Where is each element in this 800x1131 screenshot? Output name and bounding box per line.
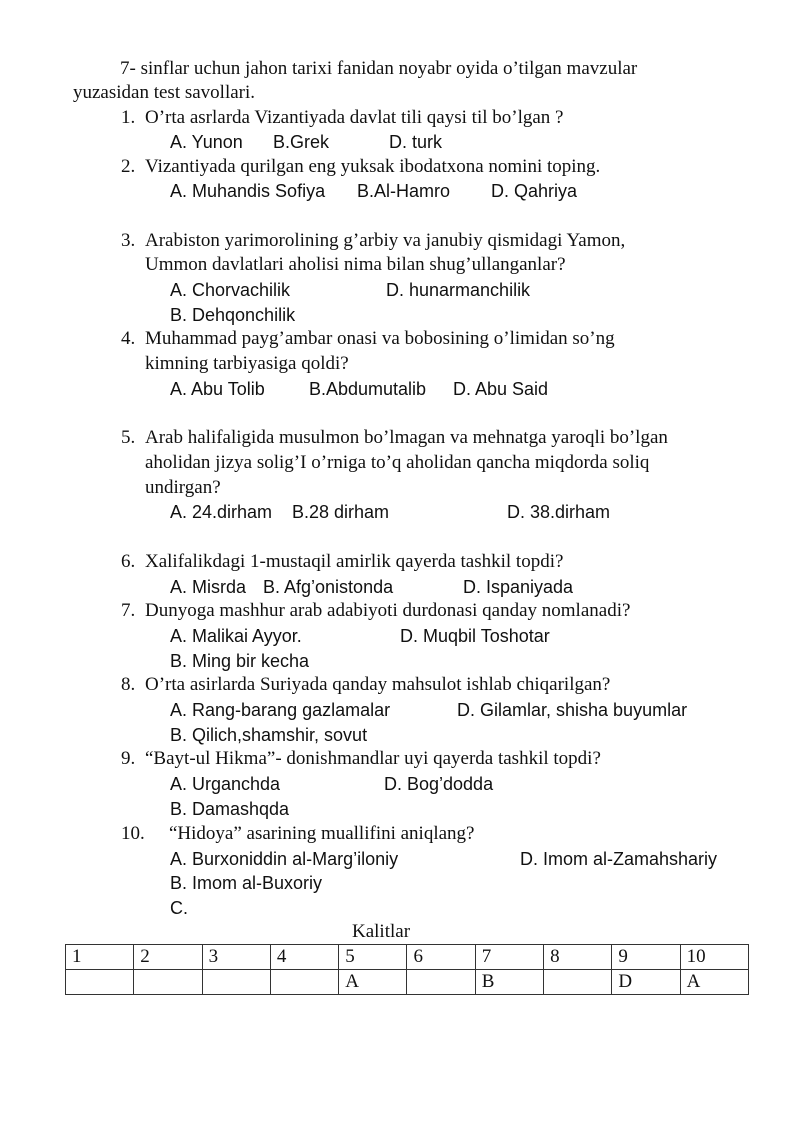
question-8-number: 8. <box>121 674 136 695</box>
question-5-text-line1: Arab halifaligida musulmon bo’lmagan va mehnatga yaroqli bo’lgan <box>145 427 668 448</box>
question-9-option-a: A. Urganchda <box>170 774 281 794</box>
question-1-number: 1. <box>121 107 136 128</box>
question-9-number: 9. <box>121 748 136 769</box>
key-answer-cell: A <box>339 970 407 995</box>
answer-key-table <box>65 944 749 995</box>
question-5-number: 5. <box>121 427 136 448</box>
key-answer-cell: A <box>680 970 748 995</box>
question-1-option-d: D. turk <box>389 132 443 152</box>
question-1-text: O’rta asrlarda Vizantiyada davlat tili qaysi til bo’lgan ? <box>145 107 564 128</box>
question-2-option-a: A. Muhandis Sofiya <box>170 181 326 201</box>
key-answer-cell <box>407 970 475 995</box>
question-3-option-b: B. Dehqonchilik <box>170 305 296 325</box>
key-number-cell: 6 <box>407 945 475 970</box>
question-10-option-a: A. Burxoniddin al-Marg’iloniy <box>170 849 399 869</box>
key-number-cell: 4 <box>270 945 338 970</box>
test-title-line2: yuzasidan test savollari. <box>73 82 256 103</box>
question-3-text-line1: Arabiston yarimorolining g’arbiy va janubiy qismidagi Yamon, <box>145 230 626 251</box>
question-6-option-d: D. Ispaniyada <box>463 577 574 597</box>
question-7-text: Dunyoga mashhur arab adabiyoti durdonasi qanday nomlanadi? <box>145 600 631 621</box>
key-answer-cell <box>544 970 612 995</box>
key-number-cell: 10 <box>680 945 748 970</box>
question-4-option-a: A. Abu Tolib <box>170 379 265 399</box>
question-2-number: 2. <box>121 156 136 177</box>
question-2-option-d: D. Qahriya <box>491 181 578 201</box>
key-answer-cell <box>202 970 270 995</box>
key-number-cell: 1 <box>66 945 134 970</box>
question-3-number: 3. <box>121 230 136 251</box>
question-4-text-line2: kimning tarbiyasiga qoldi? <box>145 353 349 374</box>
question-8-option-b: B. Qilich,shamshir, sovut <box>170 725 368 745</box>
key-number-cell: 3 <box>202 945 270 970</box>
key-answer-cell <box>134 970 202 995</box>
key-answer-cell: B <box>475 970 543 995</box>
key-number-cell: 7 <box>475 945 543 970</box>
test-title-line1: 7- sinflar uchun jahon tarixi fanidan noyabr oyida o’tilgan mavzular <box>120 58 638 79</box>
question-7-number: 7. <box>121 600 136 621</box>
question-5-text-line3: undirgan? <box>145 477 221 498</box>
key-number-cell: 9 <box>612 945 680 970</box>
question-4-option-d: D. Abu Said <box>453 379 549 399</box>
question-4-number: 4. <box>121 328 136 349</box>
question-9-text: “Bayt-ul Hikma”- donishmandlar uyi qayerda tashkil topdi? <box>145 748 601 769</box>
question-2-option-b: B.Al-Hamro <box>357 181 451 201</box>
question-10-option-d: D. Imom al-Zamahshariy <box>520 849 718 869</box>
question-6-option-b: B. Afg’onistonda <box>263 577 394 597</box>
answer-key-answer-row <box>66 970 749 995</box>
question-2-text: Vizantiyada qurilgan eng yuksak ibodatxona nomini toping. <box>145 156 601 177</box>
question-5-option-b: B.28 dirham <box>292 502 390 522</box>
question-6-text: Xalifalikdagi 1-mustaqil amirlik qayerda tashkil topdi? <box>145 551 564 572</box>
question-10-number: 10. <box>121 823 145 844</box>
question-5-option-d: D. 38.dirham <box>507 502 611 522</box>
question-9-option-b: B. Damashqda <box>170 799 290 819</box>
key-number-cell: 5 <box>339 945 407 970</box>
question-10-option-b: B. Imom al-Buxoriy <box>170 873 323 893</box>
key-number-cell: 8 <box>544 945 612 970</box>
key-answer-cell <box>270 970 338 995</box>
question-3-option-a: A. Chorvachilik <box>170 280 291 300</box>
question-5-option-a: A. 24.dirham <box>170 502 273 522</box>
question-6-option-a: A. Misrda <box>170 577 247 597</box>
question-5-text-line2: aholidan jizya solig’I o’rniga to’q aholidan qancha miqdorda soliq <box>145 452 650 473</box>
key-number-cell: 2 <box>134 945 202 970</box>
question-4-option-b: B.Abdumutalib <box>309 379 427 399</box>
question-1-option-a: A. Yunon <box>170 132 243 152</box>
key-answer-cell <box>66 970 134 995</box>
question-8-text: O’rta asirlarda Suriyada qanday mahsulot ishlab chiqarilgan? <box>145 674 611 695</box>
question-1-option-b: B.Grek <box>273 132 330 152</box>
question-9-option-d: D. Bog’dodda <box>384 774 494 794</box>
question-10-text: “Hidoya” asarining muallifini aniqlang? <box>169 823 475 844</box>
question-10-option-c: C. <box>170 898 188 918</box>
question-3-text-line2: Ummon davlatlari aholisi nima bilan shug’ullanganlar? <box>145 254 566 275</box>
question-4-text-line1: Muhammad payg’ambar onasi va bobosining o’limidan so’ng <box>145 328 615 349</box>
question-8-option-d: D. Gilamlar, shisha buyumlar <box>457 700 688 720</box>
question-7-option-d: D. Muqbil Toshotar <box>400 626 550 646</box>
answer-key-title: Kalitlar <box>352 921 411 942</box>
question-7-option-b: B. Ming bir kecha <box>170 651 310 671</box>
question-3-option-d: D. hunarmanchilik <box>386 280 531 300</box>
question-7-option-a: A. Malikai Ayyor. <box>170 626 302 646</box>
key-answer-cell: D <box>612 970 680 995</box>
answer-key-number-row <box>66 945 749 970</box>
question-8-option-a: A. Rang-barang gazlamalar <box>170 700 391 720</box>
question-6-number: 6. <box>121 551 136 572</box>
